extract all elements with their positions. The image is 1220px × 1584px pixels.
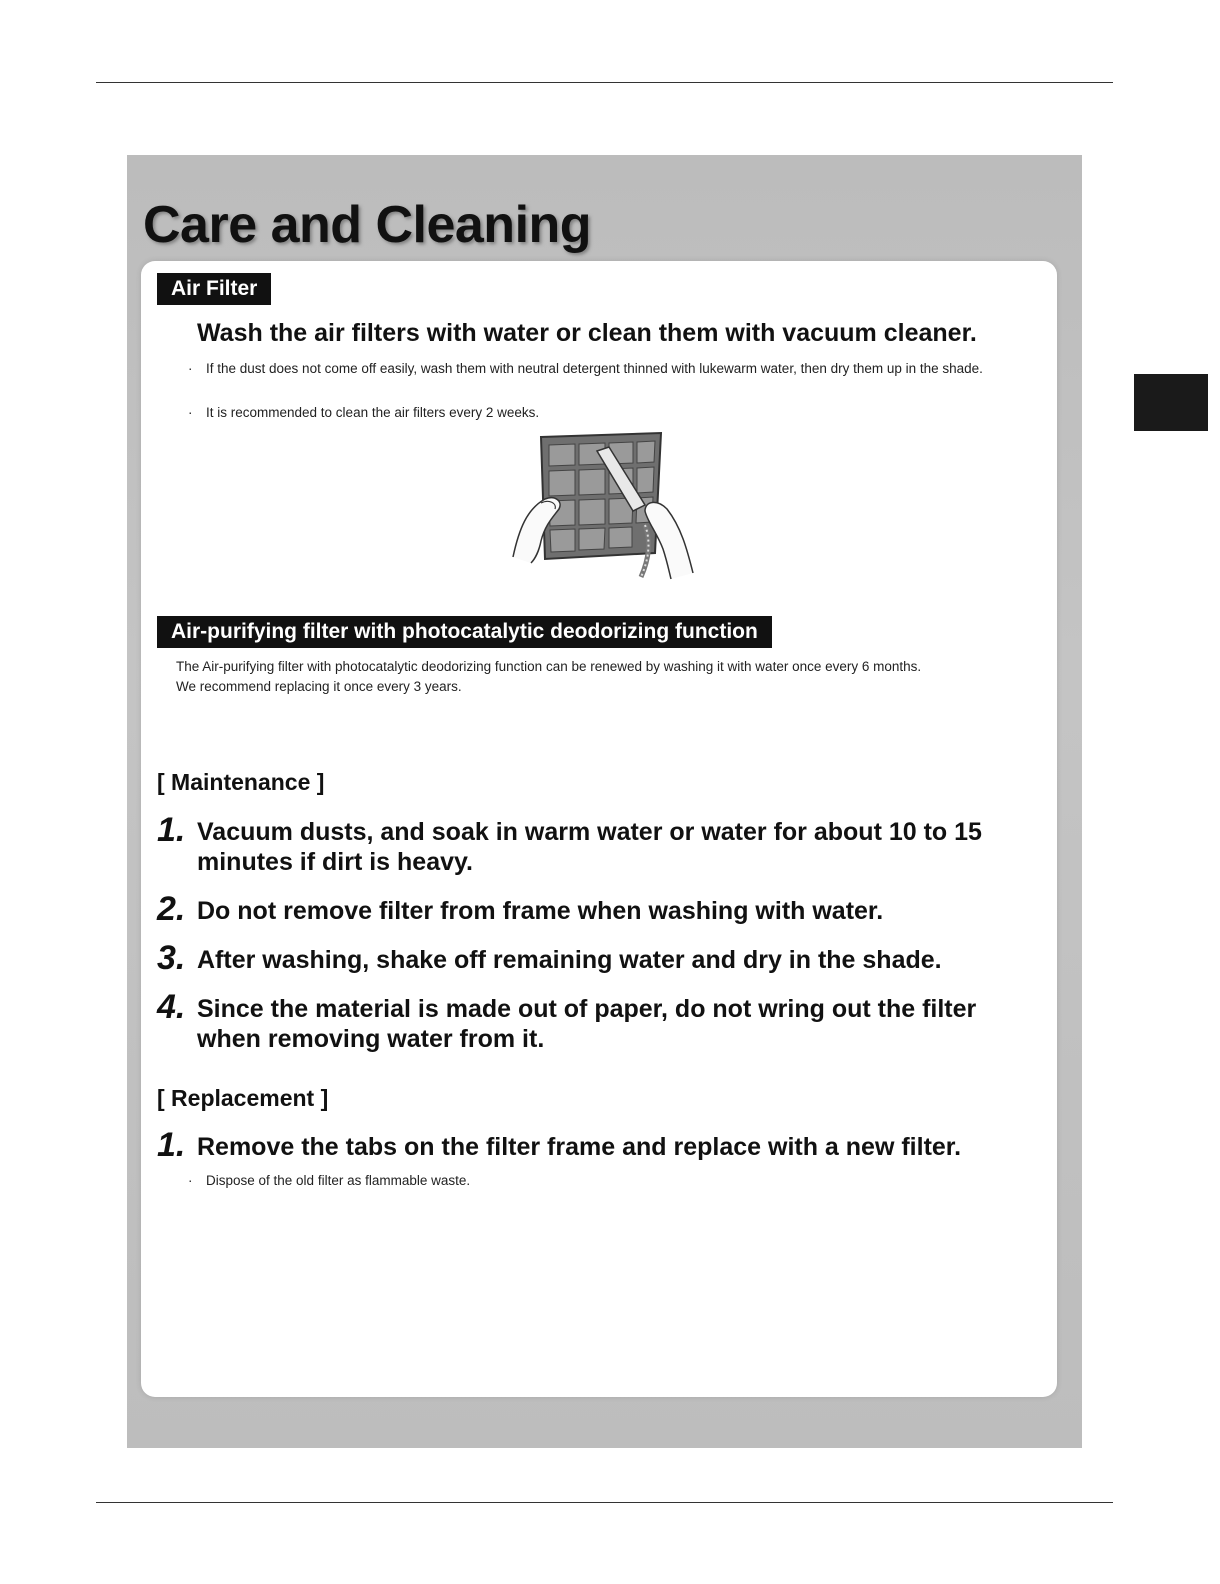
step-number: 1.: [157, 1126, 186, 1164]
top-rule: [96, 82, 1113, 83]
bottom-rule: [96, 1502, 1113, 1503]
page-title: Care and Cleaning: [143, 196, 592, 254]
photocatalytic-label: Air-purifying filter with photocatalytic deodorizing function: [157, 616, 772, 648]
step-text: Remove the tabs on the filter frame and replace with a new filter.: [197, 1133, 962, 1161]
step-text: Since the material is made out of paper, do not wring out the filter when removing water from it.: [197, 995, 977, 1053]
content-card: [141, 261, 1057, 1397]
step-text: Vacuum dusts, and soak in warm water or water for about 10 to 15 minutes if dirt is heavy.: [197, 818, 982, 876]
replacement-note: · Dispose of the old filter as flammable waste.: [197, 1171, 1036, 1191]
step-text: Do not remove filter from frame when washing with water.: [197, 897, 884, 925]
step-number: 4.: [157, 988, 186, 1026]
step-number: 1.: [157, 811, 186, 849]
step-number: 3.: [157, 939, 186, 977]
replacement-heading: [ Replacement ]: [157, 1085, 329, 1111]
air-filter-label: Air Filter: [157, 273, 271, 305]
hands-holding-air-filter-icon: [505, 429, 705, 589]
step-text: After washing, shake off remaining water and dry in the shade.: [197, 946, 942, 974]
bullet-dot: ·: [188, 405, 193, 420]
chapter-tab: [1134, 374, 1208, 431]
air-filter-bullet-2: · It is recommended to clean the air filters every 2 weeks.: [197, 403, 1036, 423]
maintenance-heading: [ Maintenance ]: [157, 769, 325, 795]
photocatalytic-line-1: The Air-purifying filter with photocatalytic deodorizing function can be renewed by washing it with water once every 6 months.: [176, 659, 922, 674]
air-filter-bullet-1: · If the dust does not come off easily, wash them with neutral detergent thinned with lukewarm water, then dry them up in the shade.: [197, 359, 1036, 379]
bullet-dot: ·: [188, 1173, 193, 1188]
care-cleaning-panel: [127, 155, 1082, 1448]
bullet-dot: ·: [188, 361, 193, 376]
air-filter-headline: Wash the air filters with water or clean them with vacuum cleaner.: [197, 319, 977, 347]
photocatalytic-line-2: We recommend replacing it once every 3 years.: [176, 679, 462, 694]
step-number: 2.: [157, 890, 186, 928]
